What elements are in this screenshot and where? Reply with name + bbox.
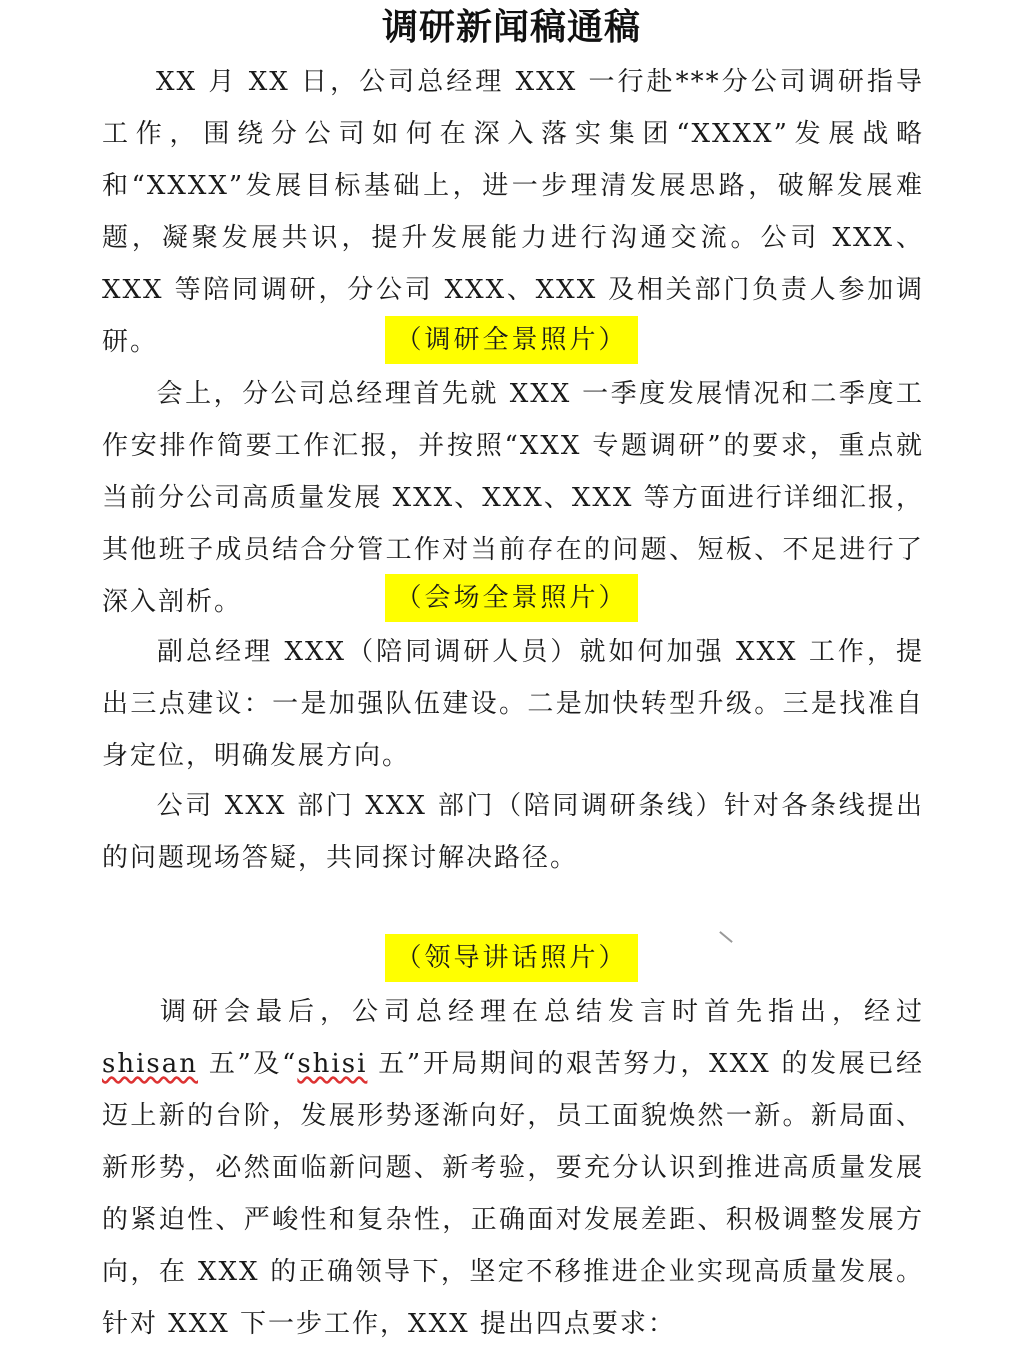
paragraph-summary-text-c: 五”开局期间的艰苦努力，XXX 的发展已经迈上新的台阶，发展形势逐渐向好，员工面貌焕然一新。新局面、新形势，必然面临新问题、新考验，要充分认识到推进高质量发展的紧迫性、严峻性和复杂性，正确面对发展差距、积极调整发展方向，在 XXX 的正确领导下，坚定不移推进企业实现高质量发展。针对 XXX 下一步工作，XXX 提出四点要求： bbox=[102, 1049, 924, 1339]
paragraph-summary-text-b: 五”及“ bbox=[198, 1049, 298, 1079]
photo-placeholder-overview bbox=[0, 316, 1023, 364]
paragraph-summary bbox=[102, 986, 924, 1350]
paragraph-qa bbox=[102, 780, 924, 884]
photo-placeholder-speech bbox=[0, 934, 1023, 982]
paragraph-intro-text: XX 月 XX 日，公司总经理 XXX 一行赴***分公司调研指导工作，围绕分公司如何在深入落实集团“XXXX”发展战略和“XXXX”发展目标基础上，进一步理清发展思路，破解发展难题，凝聚发展共识，提升发展能力进行沟通交流。公司 XXX、XXX 等陪同调研，分公司 XXX、XXX 及相关部门负责人参加调研。 bbox=[102, 67, 924, 357]
paragraph-suggestions-text: 副总经理 XXX（陪同调研人员）就如何加强 XXX 工作，提出三点建议：一是加强队伍建设。二是加快转型升级。三是找准自身定位，明确发展方向。 bbox=[102, 637, 924, 771]
photo-placeholder-overview-label: （调研全景照片） bbox=[385, 316, 637, 364]
paragraph-suggestions bbox=[102, 626, 924, 782]
photo-placeholder-speech-label: （领导讲话照片） bbox=[385, 934, 637, 982]
photo-placeholder-venue bbox=[0, 574, 1023, 622]
spellcheck-word-shisan: shisan bbox=[102, 1049, 198, 1079]
paragraph-qa-text: 公司 XXX 部门 XXX 部门（陪同调研条线）针对各条线提出的问题现场答疑，共同探讨解决路径。 bbox=[102, 791, 924, 873]
paragraph-meeting-text: 会上，分公司总经理首先就 XXX 一季度发展情况和二季度工作安排作简要工作汇报，并按照“XXX 专题调研”的要求，重点就当前分公司高质量发展 XXX、XXX、XXX 等方面进行详细汇报，其他班子成员结合分管工作对当前存在的问题、短板、不足进行了深入剖析。 bbox=[102, 379, 924, 617]
document-title: 调研新闻稿通稿 bbox=[381, 7, 641, 48]
spellcheck-word-shisi: shisi bbox=[297, 1049, 368, 1079]
paragraph-summary-text-a: 调研会最后，公司总经理在总结发言时首先指出，经过 bbox=[156, 997, 924, 1027]
photo-placeholder-venue-label: （会场全景照片） bbox=[385, 574, 637, 622]
